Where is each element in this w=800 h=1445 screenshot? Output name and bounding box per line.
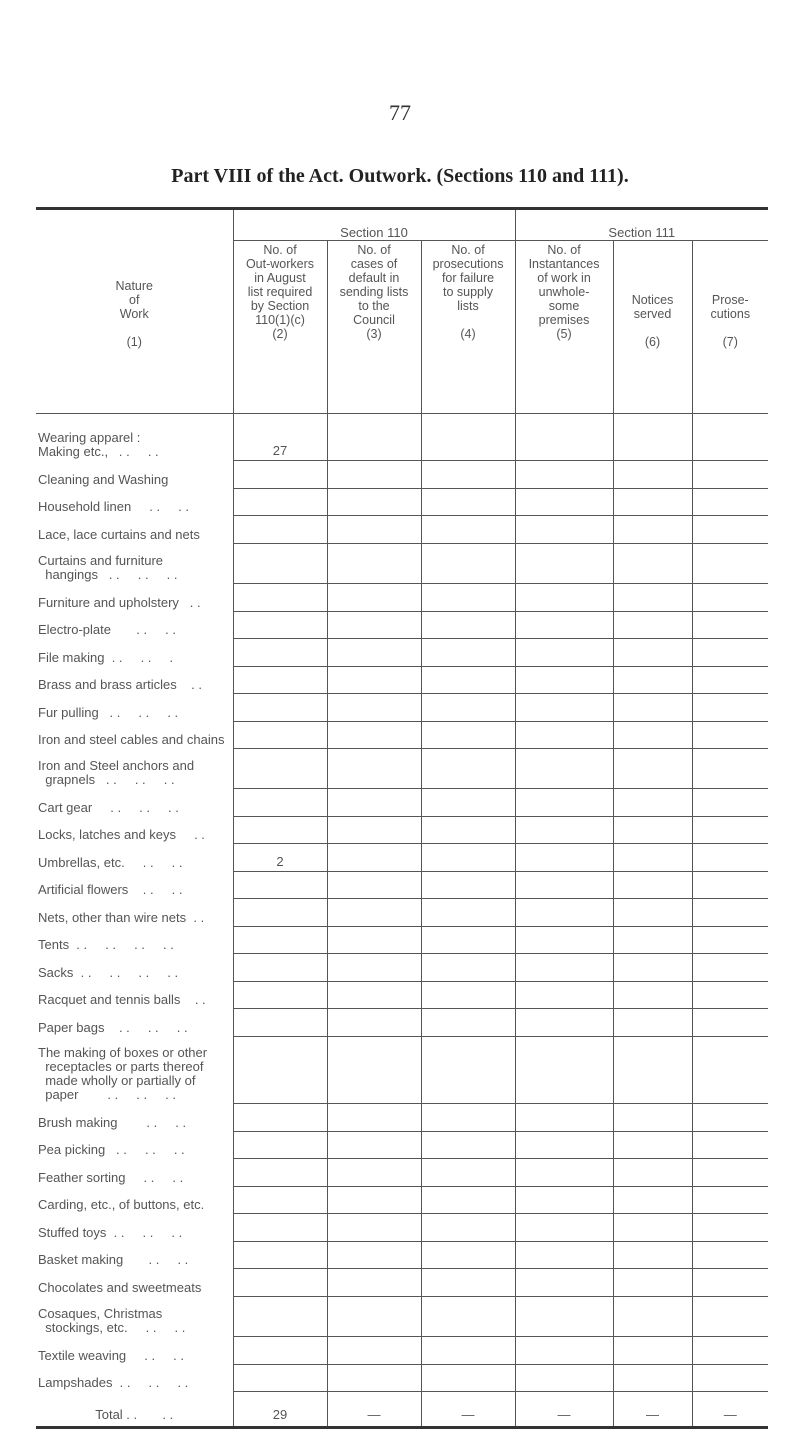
table-row <box>36 1009 768 1037</box>
work-type-label: Furniture and upholstery . . <box>38 594 201 610</box>
table-cell <box>327 1242 421 1269</box>
table-row <box>36 982 768 1009</box>
table-cell <box>421 1187 515 1214</box>
table-cell <box>233 1365 327 1392</box>
section-111-header: Section 111 <box>515 210 768 241</box>
table-cell <box>327 982 421 1009</box>
table-row <box>36 899 768 927</box>
table-cell <box>692 1269 768 1297</box>
table-row <box>36 414 768 461</box>
table-cell <box>421 694 515 722</box>
table-cell <box>421 1297 515 1337</box>
table-cell <box>692 639 768 667</box>
column-number: (5) <box>556 327 572 341</box>
table-cell <box>692 872 768 899</box>
table-cell <box>421 872 515 899</box>
table-cell <box>421 1104 515 1132</box>
table-cell <box>233 927 327 954</box>
table-cell <box>515 1365 613 1392</box>
table-cell <box>327 722 421 749</box>
work-type-label: Paper bags . . . . . . <box>38 1019 188 1035</box>
work-type-label: Cleaning and Washing <box>38 471 169 487</box>
table-cell <box>613 1104 692 1132</box>
table-cell <box>233 1337 327 1365</box>
table-bottom-rule <box>36 1426 768 1429</box>
table-cell <box>421 844 515 872</box>
table-cell <box>613 1297 692 1337</box>
column-number: (3) <box>366 327 382 341</box>
column-header-text: No. of Out-workers in August list required by Section 110(1)(c) <box>245 243 315 327</box>
work-type-label: Sacks . . . . . . . . <box>38 964 179 980</box>
column-header-text: Prose- cutions <box>710 293 751 321</box>
table-cell <box>692 544 768 584</box>
table-cell <box>515 1009 613 1037</box>
table-cell <box>515 694 613 722</box>
table-cell <box>692 722 768 749</box>
table-row <box>36 722 768 749</box>
table-cell <box>233 516 327 544</box>
table-cell <box>692 1365 768 1392</box>
table-cell <box>515 749 613 789</box>
table-row <box>36 639 768 667</box>
work-type-label: Racquet and tennis balls . . <box>38 991 206 1007</box>
table-cell <box>515 982 613 1009</box>
table-cell <box>327 544 421 584</box>
table-cell <box>421 461 515 489</box>
table-cell <box>515 639 613 667</box>
table-cell <box>613 544 692 584</box>
work-type-label: Carding, etc., of buttons, etc. <box>38 1196 205 1212</box>
work-type-label: Locks, latches and keys . . <box>38 826 205 842</box>
column-number: (6) <box>644 335 661 349</box>
table-cell <box>613 982 692 1009</box>
table-cell <box>421 516 515 544</box>
work-type-label: Wearing apparel : Making etc., . . . . <box>38 429 159 459</box>
table-cell <box>515 722 613 749</box>
table-cell <box>233 1269 327 1297</box>
table-cell <box>515 844 613 872</box>
table-cell <box>233 1242 327 1269</box>
table-cell <box>327 667 421 694</box>
table-cell <box>692 1159 768 1187</box>
table-cell <box>233 899 327 927</box>
table-cell <box>613 749 692 789</box>
table-cell <box>327 954 421 982</box>
table-cell <box>613 584 692 612</box>
work-type-label: Artificial flowers . . . . <box>38 881 183 897</box>
table-cell <box>327 1269 421 1297</box>
table-cell <box>233 1297 327 1337</box>
table-cell <box>327 489 421 516</box>
table-row <box>36 1297 768 1337</box>
table-cell <box>515 1037 613 1104</box>
table-cell <box>692 414 768 461</box>
table-cell <box>421 1132 515 1159</box>
table-cell <box>515 899 613 927</box>
table-cell <box>692 1242 768 1269</box>
section-blank <box>36 210 233 241</box>
table-cell <box>692 749 768 789</box>
work-type-label: Cosaques, Christmas stockings, etc. . . . . <box>38 1305 186 1335</box>
table-cell <box>613 954 692 982</box>
table-cell <box>515 1242 613 1269</box>
table-cell <box>421 1269 515 1297</box>
table-cell <box>327 612 421 639</box>
table-row <box>36 694 768 722</box>
work-type-label: Stuffed toys . . . . . . <box>38 1224 183 1240</box>
table-cell <box>613 1214 692 1242</box>
table-row <box>36 1159 768 1187</box>
column-header-text: Nature of Work <box>115 278 154 321</box>
table-cell <box>613 516 692 544</box>
table-row <box>36 584 768 612</box>
table-cell <box>692 789 768 817</box>
table-cell <box>327 1104 421 1132</box>
table-cell <box>327 1337 421 1365</box>
table-cell <box>421 817 515 844</box>
section-header-row <box>36 210 768 241</box>
table-cell <box>233 612 327 639</box>
table-cell <box>613 844 692 872</box>
table-cell <box>327 1037 421 1104</box>
table-cell <box>421 722 515 749</box>
column-number: (2) <box>272 327 288 341</box>
table-row <box>36 612 768 639</box>
table-cell <box>613 817 692 844</box>
table-cell <box>515 1104 613 1132</box>
table-cell <box>233 667 327 694</box>
column-number: (7) <box>722 335 738 349</box>
work-type-label: Fur pulling . . . . . . <box>38 704 179 720</box>
table-cell <box>613 1365 692 1392</box>
table-cell <box>421 749 515 789</box>
work-type-label: Lampshades . . . . . . <box>38 1374 189 1390</box>
table-cell <box>233 722 327 749</box>
column-number: (1) <box>126 334 142 349</box>
table-cell <box>421 1159 515 1187</box>
column-header-3 <box>327 241 421 414</box>
table-row <box>36 749 768 789</box>
table-row <box>36 516 768 544</box>
column-header-text: No. of Instantances of work in unwhole- some premises <box>528 243 600 327</box>
work-type-label: The making of boxes or other receptacles or parts thereof made wholly or partially of paper . . . . . . <box>38 1044 208 1102</box>
table-cell <box>692 1187 768 1214</box>
table-cell <box>613 694 692 722</box>
table-row <box>36 1269 768 1297</box>
table-cell <box>421 1037 515 1104</box>
table-cell <box>692 844 768 872</box>
column-header-7 <box>692 241 768 414</box>
table-cell <box>515 817 613 844</box>
table-cell <box>421 544 515 584</box>
work-type-label: Household linen . . . . <box>38 498 190 514</box>
table-cell <box>327 1009 421 1037</box>
table-cell <box>692 982 768 1009</box>
table-cell <box>515 1132 613 1159</box>
table-cell <box>233 544 327 584</box>
table-cell <box>613 612 692 639</box>
table-row <box>36 461 768 489</box>
table-cell <box>233 872 327 899</box>
table-cell <box>692 1337 768 1365</box>
table-row <box>36 954 768 982</box>
table-cell <box>515 516 613 544</box>
table-cell <box>233 1132 327 1159</box>
table-cell <box>421 667 515 694</box>
work-type-label: Cart gear . . . . . . <box>38 799 179 815</box>
work-type-label: Brush making . . . . <box>38 1114 187 1130</box>
table-cell <box>327 899 421 927</box>
table-row <box>36 844 768 872</box>
table-cell <box>327 1159 421 1187</box>
table-cell <box>692 1132 768 1159</box>
table-cell <box>421 612 515 639</box>
column-header-text: No. of cases of default in sending lists to the Council <box>339 243 409 327</box>
table-cell <box>233 584 327 612</box>
table-cell <box>613 1037 692 1104</box>
table-cell <box>327 844 421 872</box>
table-cell <box>233 982 327 1009</box>
table-cell <box>613 461 692 489</box>
table-cell <box>327 1297 421 1337</box>
total-value: — <box>327 1392 421 1427</box>
table-cell <box>421 789 515 817</box>
table-cell <box>515 1269 613 1297</box>
cell-value: 2 <box>276 854 284 869</box>
table-cell <box>692 1104 768 1132</box>
column-header-1 <box>36 241 233 414</box>
table-row <box>36 1187 768 1214</box>
work-type-label: Tents . . . . . . . . <box>38 936 174 952</box>
table-row <box>36 1337 768 1365</box>
section-110-header: Section 110 <box>233 210 515 241</box>
table-cell <box>613 1269 692 1297</box>
table-cell <box>692 489 768 516</box>
table-row <box>36 817 768 844</box>
table-row <box>36 489 768 516</box>
total-value: — <box>692 1392 768 1427</box>
table-cell <box>327 872 421 899</box>
table-cell <box>692 1009 768 1037</box>
table-row <box>36 667 768 694</box>
table-row <box>36 544 768 584</box>
table-cell <box>515 461 613 489</box>
table-cell <box>233 489 327 516</box>
table-cell <box>613 872 692 899</box>
table-cell <box>327 639 421 667</box>
table-cell <box>515 927 613 954</box>
table-cell <box>233 1104 327 1132</box>
column-header-6 <box>613 241 692 414</box>
table-cell <box>421 1242 515 1269</box>
total-value: — <box>421 1392 515 1427</box>
table-cell <box>692 1037 768 1104</box>
table-cell <box>233 1159 327 1187</box>
table-cell <box>421 1337 515 1365</box>
work-type-label: Chocolates and sweetmeats <box>38 1279 202 1295</box>
table-cell <box>327 1187 421 1214</box>
table-cell <box>327 1365 421 1392</box>
table-cell <box>233 414 327 461</box>
table-row <box>36 1214 768 1242</box>
table-cell <box>233 1214 327 1242</box>
column-header-2 <box>233 241 327 414</box>
table-cell <box>613 414 692 461</box>
table-row <box>36 789 768 817</box>
table-cell <box>421 982 515 1009</box>
total-value: 29 <box>233 1392 327 1427</box>
table-cell <box>515 789 613 817</box>
table-cell <box>421 1214 515 1242</box>
table-row <box>36 872 768 899</box>
table-cell <box>515 1159 613 1187</box>
table-cell <box>613 1009 692 1037</box>
table-cell <box>327 516 421 544</box>
table-row <box>36 927 768 954</box>
work-type-label: Lace, lace curtains and nets <box>38 526 200 542</box>
work-type-label: Pea picking . . . . . . <box>38 1141 185 1157</box>
table-cell <box>327 927 421 954</box>
table-row <box>36 1365 768 1392</box>
work-type-label: Brass and brass articles . . <box>38 676 203 692</box>
outwork-table-wrapper <box>36 207 768 1429</box>
table-cell <box>233 817 327 844</box>
work-type-label: File making . . . . . <box>38 649 174 665</box>
table-cell <box>515 1337 613 1365</box>
table-cell <box>327 584 421 612</box>
column-header-text: Notices served <box>631 293 674 321</box>
table-cell <box>233 1187 327 1214</box>
table-cell <box>327 817 421 844</box>
table-cell <box>515 667 613 694</box>
table-cell <box>327 461 421 489</box>
table-cell <box>515 954 613 982</box>
table-cell <box>233 461 327 489</box>
table-cell <box>613 927 692 954</box>
table-cell <box>692 516 768 544</box>
table-cell <box>692 954 768 982</box>
table-cell <box>613 639 692 667</box>
table-cell <box>421 489 515 516</box>
table-cell <box>692 612 768 639</box>
table-cell <box>327 414 421 461</box>
work-type-label: Textile weaving . . . . <box>38 1347 184 1363</box>
table-cell <box>421 1365 515 1392</box>
work-type-label: Basket making . . . . <box>38 1251 189 1267</box>
table-cell <box>327 1132 421 1159</box>
table-cell <box>613 899 692 927</box>
table-cell <box>613 1187 692 1214</box>
total-label: Total . . . . <box>95 1407 174 1422</box>
table-cell <box>515 584 613 612</box>
table-cell <box>515 1214 613 1242</box>
page-title: Part VIII of the Act. Outwork. (Sections 110 and 111). <box>171 165 629 187</box>
table-cell <box>692 584 768 612</box>
table-cell <box>327 749 421 789</box>
table-cell <box>613 1242 692 1269</box>
column-header-5 <box>515 241 613 414</box>
table-cell <box>327 694 421 722</box>
table-cell <box>233 694 327 722</box>
table-cell <box>233 749 327 789</box>
table-cell <box>327 789 421 817</box>
column-number: (4) <box>460 327 476 341</box>
table-cell <box>692 694 768 722</box>
table-cell <box>692 667 768 694</box>
table-cell <box>613 1159 692 1187</box>
table-cell <box>692 927 768 954</box>
work-type-label: Iron and steel cables and chains <box>38 731 225 747</box>
column-header-text: No. of prosecutions for failure to supply lists <box>432 243 504 313</box>
work-type-label: Iron and Steel anchors and grapnels . . . . . . <box>38 757 195 787</box>
table-cell <box>421 954 515 982</box>
page-number: 77 <box>389 100 411 125</box>
total-value: — <box>515 1392 613 1427</box>
table-cell <box>613 1337 692 1365</box>
table-cell <box>327 1214 421 1242</box>
table-cell <box>421 639 515 667</box>
table-cell <box>421 927 515 954</box>
table-row <box>36 1132 768 1159</box>
table-cell <box>613 789 692 817</box>
work-type-label: Nets, other than wire nets . . <box>38 909 205 925</box>
table-cell <box>233 1037 327 1104</box>
table-cell <box>515 612 613 639</box>
work-type-label: Curtains and furniture hangings . . . . . . <box>38 552 178 582</box>
column-header-row <box>36 241 768 414</box>
work-type-label: Electro-plate . . . . <box>38 621 176 637</box>
column-header-4 <box>421 241 515 414</box>
work-type-label: Umbrellas, etc. . . . . <box>38 854 183 870</box>
table-cell <box>233 844 327 872</box>
table-cell <box>233 954 327 982</box>
table-cell <box>613 667 692 694</box>
table-cell <box>692 1214 768 1242</box>
table-cell <box>421 584 515 612</box>
table-cell <box>613 489 692 516</box>
table-cell <box>613 722 692 749</box>
work-type-label: Feather sorting . . . . <box>38 1169 184 1185</box>
table-cell <box>692 1297 768 1337</box>
table-cell <box>515 544 613 584</box>
table-row <box>36 1037 768 1104</box>
table-cell <box>692 461 768 489</box>
table-cell <box>515 872 613 899</box>
total-value: — <box>613 1392 692 1427</box>
table-cell <box>515 414 613 461</box>
table-cell <box>233 789 327 817</box>
table-row <box>36 1104 768 1132</box>
table-row <box>36 1242 768 1269</box>
table-cell <box>421 414 515 461</box>
table-cell <box>515 1187 613 1214</box>
table-cell <box>692 899 768 927</box>
table-cell <box>233 1009 327 1037</box>
cell-value: 27 <box>272 443 288 458</box>
table-cell <box>692 817 768 844</box>
table-cell <box>515 1297 613 1337</box>
table-cell <box>613 1132 692 1159</box>
outwork-table <box>36 210 768 1426</box>
table-cell <box>421 1009 515 1037</box>
table-cell <box>421 899 515 927</box>
table-cell <box>515 489 613 516</box>
total-row <box>36 1392 768 1427</box>
table-cell <box>233 639 327 667</box>
